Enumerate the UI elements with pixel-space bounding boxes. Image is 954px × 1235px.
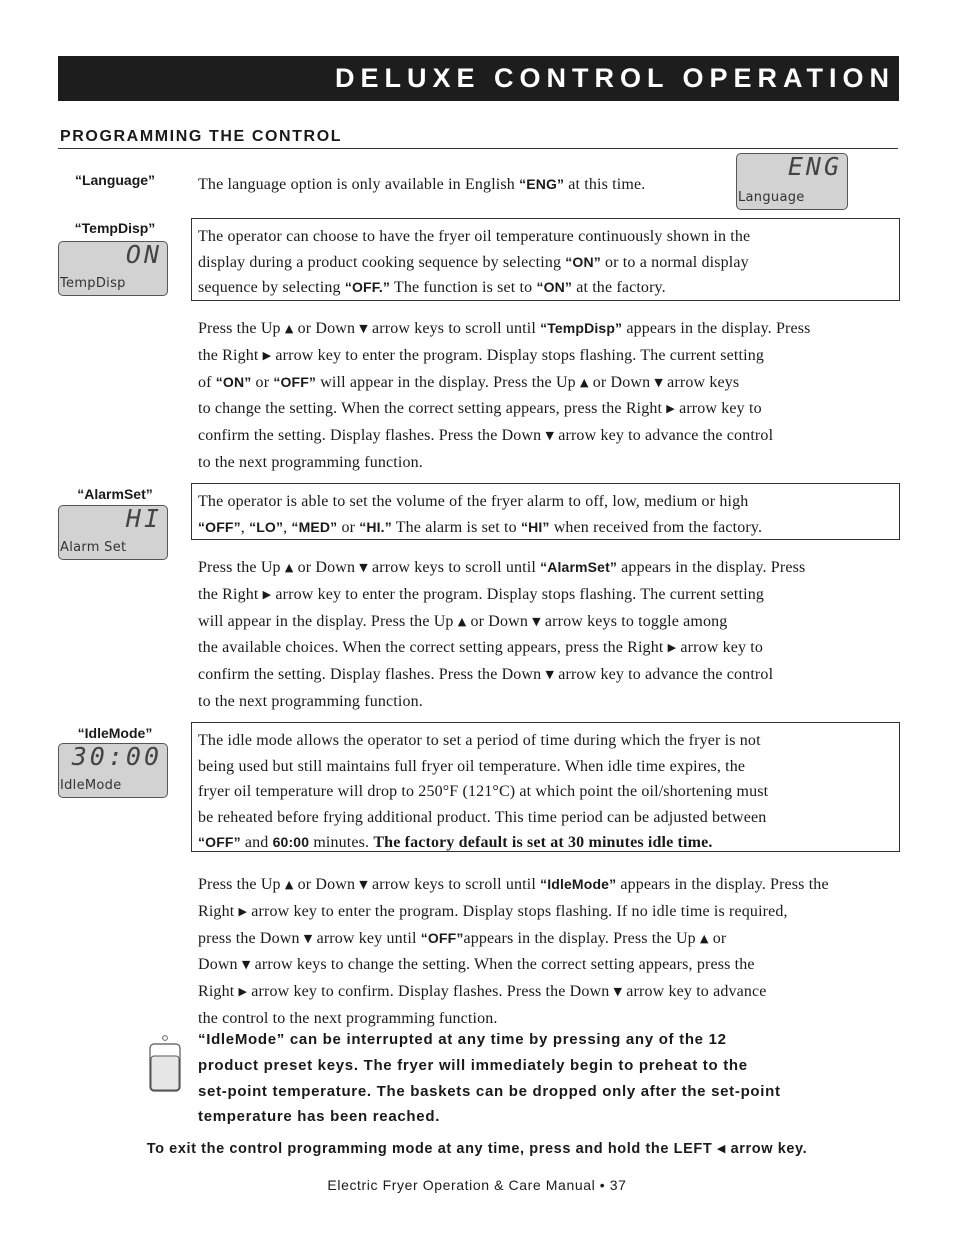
down-arrow-icon: ▼ (359, 878, 368, 891)
text-line (198, 250, 893, 276)
text-run: Press the Up (198, 320, 285, 337)
emphasized-term: “TempDisp” (540, 320, 623, 336)
text-line (198, 423, 900, 450)
text-line (198, 316, 900, 343)
text-run: the Right (198, 346, 263, 364)
text-run: confirm the setting. Display flashes. Press the Down (198, 427, 546, 445)
down-arrow-icon: ▼ (545, 668, 555, 682)
up-arrow-icon: ▲ (457, 614, 467, 628)
down-arrow-icon: ▼ (654, 375, 664, 389)
down-arrow-icon: ▼ (613, 985, 623, 999)
text-line (198, 609, 900, 636)
text-run: The operator can choose to have the fryer oil temperature continuously shown in the (198, 228, 751, 245)
down-arrow-icon: ▼ (359, 322, 368, 335)
idlemode-label: “IdleMode” (77, 725, 153, 741)
emphasized-term: “OFF” (198, 518, 241, 535)
text-run: being used but still maintains full fryer oil temperature. When idle time expires, the (198, 757, 746, 775)
note-line: “IdleMode” can be interrupted at any time by pressing any of the 12 (198, 1031, 727, 1048)
idlemode-description-box (191, 722, 900, 852)
text-run: when received from the factory. (549, 518, 763, 536)
text-run: arrow key to enter the program. Display stops flashing. The current setting (271, 585, 764, 603)
exit-instruction (0, 1141, 954, 1157)
text-line (198, 830, 893, 856)
lcd-label: Alarm Set (60, 540, 127, 555)
note-pencil-icon (148, 1035, 182, 1093)
emphasized-term: “ON” (565, 253, 601, 270)
alarmset-instructions (198, 555, 900, 715)
text-run: sequence by selecting (198, 279, 345, 297)
tempdisp-description-box (191, 218, 900, 301)
text-run: to change the setting. When the correct setting appears, press the Right (198, 400, 667, 418)
text-run: arrow key to advance the control (554, 427, 774, 445)
text-run: arrow keys to scroll until (367, 559, 541, 576)
text-run: the available choices. When the correct setting appears, press the Right (198, 639, 668, 657)
text-run: arrow key to enter the program. Display stops flashing. The current setting (271, 346, 764, 364)
text-line (198, 343, 900, 370)
text-run: arrow keys to toggle among (540, 612, 728, 630)
text-run: or (708, 929, 727, 947)
text-line (198, 450, 900, 476)
tempdisp-instructions (198, 316, 900, 476)
down-arrow-icon: ▼ (359, 561, 368, 574)
text-line (198, 779, 893, 805)
down-arrow-icon: ▼ (303, 931, 313, 945)
text-run: to the next programming function. (198, 453, 423, 471)
language-label: “Language” (74, 172, 156, 188)
text-line (198, 275, 893, 301)
text-run: display during a product cooking sequence by selecting (198, 253, 566, 271)
right-arrow-icon: ▶ (238, 985, 248, 999)
text-run: or Down (466, 612, 533, 630)
text-run: of (198, 373, 216, 391)
text-run: Right (198, 983, 239, 1001)
text-line (198, 805, 893, 831)
section-divider (58, 148, 898, 149)
idlemode-instructions (198, 872, 900, 1032)
text-run: appears in the display. Press the Up (463, 929, 700, 947)
language-text-bold: “ENG” (519, 176, 565, 192)
right-arrow-icon: ▶ (262, 348, 272, 362)
text-line (198, 489, 893, 515)
text-run: appears in the display. Press (617, 559, 806, 576)
right-arrow-icon: ▶ (238, 904, 248, 918)
text-run: fryer oil temperature will drop to 250°F (121°C) at which point the oil/shortening must (198, 783, 769, 801)
text-run: The function is set to (390, 279, 537, 297)
text-run: , (240, 518, 250, 536)
up-arrow-icon: ▲ (284, 878, 294, 891)
text-line (198, 899, 900, 926)
up-arrow-icon: ▲ (284, 322, 294, 335)
text-run: to the next programming function. (198, 692, 423, 710)
text-run: arrow keys to scroll until (367, 320, 541, 337)
down-arrow-icon: ▼ (241, 958, 251, 972)
exit-instruction-pre: To exit the control programming mode at any time, press and hold the LEFT (146, 1141, 717, 1157)
text-run: arrow keys (663, 373, 740, 391)
text-run: Press the Up (198, 559, 285, 576)
text-run: the Right (198, 585, 263, 603)
emphasized-term: “OFF” (198, 834, 241, 851)
text-run: The idle mode allows the operator to set a period of time during which the fryer is not (198, 732, 761, 749)
note-line: set-point temperature. The baskets can be dropped only after the set-point (198, 1082, 781, 1100)
emphasized-term: “OFF.” (344, 279, 391, 296)
text-run: or to a normal display (600, 253, 749, 271)
banner-title: DELUXE CONTROL OPERATION (334, 63, 895, 93)
note-line: temperature has been reached. (198, 1108, 441, 1126)
exit-instruction-post: arrow key. (725, 1141, 808, 1157)
text-run: arrow key to (676, 639, 764, 657)
text-run: confirm the setting. Display flashes. Press the Down (198, 666, 546, 684)
alarmset-label: “AlarmSet” (77, 486, 153, 502)
text-line (198, 926, 900, 953)
up-arrow-icon: ▲ (579, 375, 589, 389)
right-arrow-icon: ▶ (666, 402, 675, 416)
idlemode-note (198, 1027, 898, 1130)
down-arrow-icon: ▼ (532, 614, 541, 628)
lcd-label: IdleMode (60, 778, 122, 793)
text-line (198, 662, 900, 689)
lcd-value: ENG (787, 152, 842, 181)
language-text (198, 172, 738, 198)
text-line (198, 224, 893, 250)
text-run: or Down (293, 876, 360, 893)
text-run: The alarm is set to (391, 518, 521, 536)
text-run: Press the Up (198, 876, 285, 893)
text-run: Down (198, 956, 242, 974)
language-lcd-display (736, 153, 848, 210)
text-run: will appear in the display. Press the Up (198, 612, 458, 630)
lcd-value: 30:00 (71, 742, 162, 771)
emphasized-term: “ON” (215, 373, 252, 390)
idlemode-lcd-display (58, 743, 168, 798)
text-run: or (337, 518, 360, 536)
text-run: arrow keys to scroll until (367, 876, 541, 893)
text-run: press the Down (198, 929, 304, 947)
text-run: arrow key to advance (622, 983, 767, 1001)
tempdisp-lcd-display (58, 241, 168, 296)
down-arrow-icon: ▼ (545, 429, 555, 443)
lcd-label: TempDisp (60, 276, 126, 291)
text-line (198, 689, 900, 715)
text-run: arrow key to confirm. Display flashes. Press the Down (247, 983, 614, 1001)
text-run: be reheated before frying additional product. This time period can be adjusted between (198, 808, 767, 826)
text-run: will appear in the display. Press the Up (316, 373, 580, 391)
left-arrow-icon: ◀ (716, 1142, 726, 1155)
text-line (198, 728, 893, 754)
text-run: arrow key to enter the program. Display stops flashing. If no idle time is required, (247, 902, 788, 920)
alarmset-description-box (191, 483, 900, 540)
text-run: or (251, 373, 274, 391)
page-footer: Electric Fryer Operation & Care Manual • 37 (327, 1177, 627, 1193)
text-line (198, 515, 893, 541)
text-run: appears in the display. Press the (616, 876, 829, 893)
note-line: product preset keys. The fryer will immediately begin to preheat to the (198, 1056, 748, 1074)
text-run: , (283, 518, 292, 536)
alarmset-lcd-display (58, 505, 168, 560)
text-run: arrow keys to change the setting. When the correct setting appears, press the (250, 956, 755, 974)
tempdisp-label: “TempDisp” (74, 220, 156, 236)
text-run: or Down (293, 320, 360, 337)
text-run: minutes. (309, 834, 374, 852)
up-arrow-icon: ▲ (699, 931, 709, 945)
emphasized-term: “AlarmSet” (540, 559, 618, 575)
lcd-value: HI (125, 504, 162, 533)
emphasized-term: The factory default is set at 30 minutes idle time. (373, 834, 713, 852)
emphasized-term: “LO” (249, 518, 284, 535)
text-line (198, 979, 900, 1006)
text-line (198, 754, 893, 780)
emphasized-term: 60:00 (272, 834, 310, 851)
text-run: or Down (293, 559, 360, 576)
text-run: and (240, 834, 273, 852)
emphasized-term: “IdleMode” (540, 876, 617, 892)
text-line (198, 872, 900, 899)
text-run: at the factory. (572, 279, 666, 297)
text-run: arrow key to advance the control (554, 666, 774, 684)
emphasized-term: “OFF” (420, 929, 464, 946)
emphasized-term: “OFF” (273, 373, 317, 390)
text-run: The operator is able to set the volume of the fryer alarm to off, low, medium or high (198, 493, 749, 510)
text-line (198, 370, 900, 397)
emphasized-term: “ON” (536, 279, 573, 296)
text-line (198, 635, 900, 662)
text-run: arrow key until (312, 929, 421, 947)
up-arrow-icon: ▲ (284, 561, 294, 574)
language-text-post: at this time. (564, 176, 646, 193)
emphasized-term: “HI.” (359, 518, 392, 535)
text-line (198, 555, 900, 582)
text-run: Right (198, 902, 239, 920)
page-banner (58, 56, 899, 101)
lcd-label: Language (738, 190, 805, 205)
emphasized-term: “HI” (520, 518, 550, 535)
text-line (198, 396, 900, 423)
text-run: the control to the next programming function. (198, 1009, 498, 1027)
text-run: arrow key to (674, 400, 762, 418)
language-text-pre: The language option is only available in English (198, 176, 520, 193)
lcd-value: ON (125, 240, 162, 269)
right-arrow-icon: ▶ (667, 641, 677, 655)
text-run: appears in the display. Press (622, 320, 811, 337)
text-line (198, 952, 900, 979)
right-arrow-icon: ▶ (262, 587, 272, 601)
emphasized-term: “MED” (291, 518, 338, 535)
text-run: or Down (588, 373, 655, 391)
text-line (198, 582, 900, 609)
section-heading: PROGRAMMING THE CONTROL (60, 128, 343, 145)
